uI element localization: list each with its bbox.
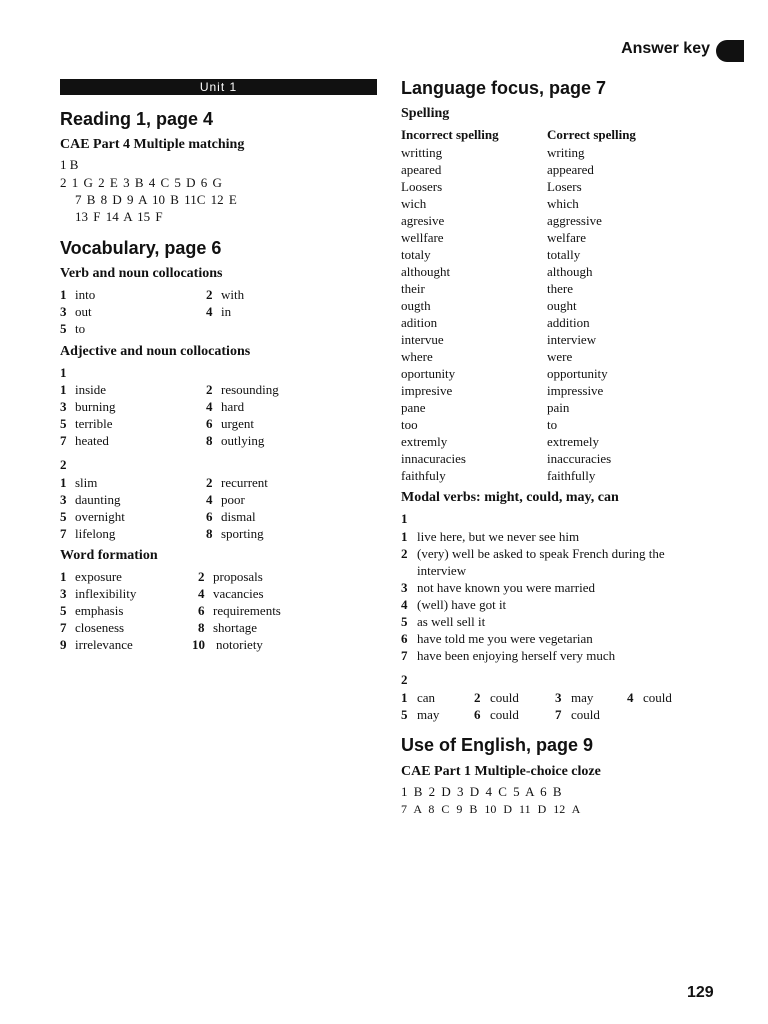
spelling-incorrect: wich [401,196,427,211]
spelling-correct: were [547,349,573,364]
header-tab-marker [716,40,744,62]
adjective-noun-item-number: 8 [206,433,213,448]
use-of-english-subtitle: CAE Part 1 Multiple-choice cloze [401,764,601,779]
spelling-incorrect: writting [401,145,443,160]
spelling-correct: there [547,281,573,296]
spelling-correct: faithfully [547,468,596,483]
modal-item-number: 2 [401,546,408,561]
word-formation-item-answer: irrelevance [75,637,133,652]
modal-choice-answer: may [571,690,594,705]
word-formation-item-number: 1 [60,569,67,584]
header-title: Answer key [621,40,710,57]
spelling-correct: impressive [547,383,604,398]
verb-noun-item [206,303,231,320]
word-formation-item [60,585,136,602]
reading-line-4: 13 F 14 A 15 F [75,209,163,224]
adjective-noun-part-2: 2 [60,457,67,472]
adjective-noun-item-answer: hard [221,399,245,414]
word-formation-item-number: 2 [198,569,205,584]
word-formation-item-answer: shortage [213,620,258,635]
adjective-noun-item-number: 3 [60,399,67,414]
spelling-incorrect: agresive [401,213,445,228]
modal-choice-number: 3 [555,690,562,705]
modal-part-1: 1 [401,511,408,526]
modal-item [401,545,665,562]
word-formation-item-number: 6 [198,603,205,618]
word-formation-item-answer: proposals [213,569,263,584]
reading-line-2: 2 1 G 2 E 3 B 4 C 5 D 6 G [60,175,222,190]
spelling-incorrect: innacuracies [401,451,466,466]
word-formation-item-number: 5 [60,603,67,618]
modal-part-2: 2 [401,672,408,687]
spelling-incorrect: Loosers [401,179,443,194]
adjective-noun-item-answer: burning [75,399,116,414]
spelling-correct: to [547,417,558,432]
verb-noun-item-answer: to [75,321,86,336]
modal-choice [627,689,672,706]
word-formation-item-number: 10 [192,637,205,652]
modal-choice-number: 4 [627,690,634,705]
adjective-noun-item-number: 3 [60,492,67,507]
col-incorrect: Incorrect spelling [401,127,499,142]
spelling-incorrect: althought [401,264,451,279]
modal-choice [555,689,593,706]
word-formation-title: Word formation [60,548,158,563]
spelling-incorrect: adition [401,315,438,330]
spelling-correct: welfare [547,230,586,245]
word-formation-item [60,602,123,619]
modal-item-number: 5 [401,614,408,629]
modal-item-answer: have told me you were vegetarian [417,631,593,646]
modal-choice-answer: could [490,707,519,722]
spelling-correct: totally [547,247,581,262]
word-formation-item [60,636,133,653]
spelling-incorrect: extremly [401,434,448,449]
adjective-noun-item-number: 6 [206,509,213,524]
verb-noun-title: Verb and noun collocations [60,266,223,281]
word-formation-item [198,602,281,619]
verb-noun-item-number: 4 [206,304,213,319]
modal-item-answer: (very) well be asked to speak French during the [417,546,665,561]
modal-choice-number: 2 [474,690,481,705]
adjective-noun-item [60,381,106,398]
modal-item-answer: interview [417,563,467,578]
spelling-incorrect: too [401,417,418,432]
modal-choice-answer: could [643,690,672,705]
verb-noun-item-answer: with [221,287,245,302]
verb-noun-item-answer: out [75,304,92,319]
verb-noun-item-number: 2 [206,287,213,302]
spelling-incorrect: oportunity [401,366,456,381]
modal-item-answer: not have known you were married [417,580,595,595]
word-formation-item [198,619,257,636]
modal-item [401,647,615,664]
modal-item-number: 1 [401,529,408,544]
modal-choice-number: 7 [555,707,562,722]
word-formation-item [192,636,263,653]
adjective-noun-item-answer: poor [221,492,245,507]
verb-noun-item-number: 1 [60,287,67,302]
modal-verbs-title-text: Modal verbs: might, could, may, can [401,490,619,505]
modal-choice-answer: can [417,690,436,705]
spelling-correct: pain [547,400,570,415]
modal-item [401,562,466,579]
modal-choice [474,706,519,723]
adjective-noun-item-answer: overnight [75,509,125,524]
adjective-noun-item [60,474,97,491]
adjective-noun-item [60,398,115,415]
modal-item-answer: as well sell it [417,614,486,629]
modal-choice-number: 6 [474,707,481,722]
modal-item-number: 7 [401,648,408,663]
adjective-noun-item [206,432,264,449]
adjective-noun-item [206,398,244,415]
modal-choice-answer: could [571,707,600,722]
spelling-incorrect: pane [401,400,426,415]
adjective-noun-item-answer: dismal [221,509,256,524]
spelling-incorrect: intervue [401,332,444,347]
spelling-correct: writing [547,145,585,160]
vocabulary-title: Vocabulary, page 6 [60,238,222,258]
spelling-incorrect: ougth [401,298,431,313]
word-formation-item-number: 8 [198,620,205,635]
use-of-english-title: Use of English, page 9 [401,735,594,755]
adjective-noun-item [60,508,125,525]
modal-choice [401,689,435,706]
spelling-incorrect: their [401,281,425,296]
adjective-noun-item-number: 2 [206,475,213,490]
spelling-incorrect: where [401,349,433,364]
word-formation-item [198,568,263,585]
modal-item-answer: have been enjoying herself very much [417,648,616,663]
adjective-noun-title: Adjective and noun collocations [60,344,251,359]
word-formation-item-number: 9 [60,637,67,652]
adjective-noun-item-number: 4 [206,492,213,507]
spelling-correct: ought [547,298,577,313]
adjective-noun-item-answer: daunting [75,492,121,507]
modal-choice [555,706,600,723]
adjective-noun-item-answer: sporting [221,526,264,541]
adjective-noun-item-number: 4 [206,399,213,414]
adjective-noun-item-answer: recurrent [221,475,268,490]
adjective-noun-item [206,525,264,542]
spelling-correct: aggressive [547,213,602,228]
adjective-noun-item [206,474,268,491]
word-formation-item-number: 4 [198,586,205,601]
reading-line-1: 1 B [60,157,79,172]
modal-choice-answer: could [490,690,519,705]
spelling-correct: appeared [547,162,594,177]
adjective-noun-item-number: 7 [60,433,67,448]
verb-noun-item [60,320,85,337]
modal-item [401,528,579,545]
adjective-noun-item-answer: inside [75,382,107,397]
adjective-noun-item-number: 1 [60,475,67,490]
spelling-incorrect: wellfare [401,230,444,245]
spelling-correct: Losers [547,179,582,194]
modal-item-answer: live here, but we never see him [417,529,580,544]
verb-noun-item-answer: into [75,287,96,302]
word-formation-item [198,585,264,602]
adjective-noun-item-number: 8 [206,526,213,541]
spelling-correct: interview [547,332,597,347]
adjective-noun-item [206,491,245,508]
adjective-noun-item-answer: heated [75,433,109,448]
word-formation-item-number: 3 [60,586,67,601]
adjective-noun-item [60,415,113,432]
unit-bar: Unit 1 [60,79,377,95]
word-formation-item-answer: requirements [213,603,281,618]
verb-noun-item-number: 3 [60,304,67,319]
reading-subtitle: CAE Part 4 Multiple matching [60,137,245,152]
verb-noun-item-number: 5 [60,321,67,336]
verb-noun-item-answer: in [221,304,232,319]
use-of-english-line-1: 1 B 2 D 3 D 4 C 5 A 6 B [401,784,562,799]
adjective-noun-item [206,415,254,432]
modal-choice-number: 1 [401,690,408,705]
adjective-noun-item-number: 5 [60,509,67,524]
modal-item-number: 4 [401,597,408,612]
spelling-correct: although [547,264,593,279]
adjective-noun-item [60,525,115,542]
adjective-noun-item-number: 5 [60,416,67,431]
adjective-noun-item-number: 6 [206,416,213,431]
spelling-correct: inaccuracies [547,451,612,466]
adjective-noun-item-number: 7 [60,526,67,541]
spelling-title: Spelling [401,106,450,121]
word-formation-item-answer: emphasis [75,603,124,618]
verb-noun-item [206,286,244,303]
adjective-noun-item-answer: resounding [221,382,279,397]
page-number: 129 [687,984,714,1001]
adjective-noun-item [206,508,256,525]
spelling-incorrect: apeared [401,162,442,177]
adjective-noun-item [60,432,109,449]
spelling-incorrect: impresive [401,383,453,398]
spelling-incorrect: faithfuly [401,468,446,483]
adjective-noun-item [60,491,121,508]
adjective-noun-item-answer: terrible [75,416,113,431]
word-formation-item-answer: notoriety [216,637,263,652]
adjective-noun-item-number: 2 [206,382,213,397]
adjective-noun-item-answer: outlying [221,433,265,448]
modal-item-number: 3 [401,580,408,595]
spelling-correct: which [547,196,579,211]
adjective-noun-item [206,381,279,398]
spelling-correct: opportunity [547,366,608,381]
modal-verbs-title [401,490,619,506]
adjective-noun-item-answer: lifelong [75,526,116,541]
col-correct: Correct spelling [547,127,636,142]
modal-item [401,579,595,596]
word-formation-item-answer: exposure [75,569,122,584]
language-focus-title: Language focus, page 7 [401,78,607,98]
adjective-noun-item-answer: urgent [221,416,254,431]
modal-choice-number: 5 [401,707,408,722]
modal-choice [474,689,519,706]
word-formation-item-answer: vacancies [213,586,264,601]
spelling-correct: extremely [547,434,599,449]
adjective-noun-part-1: 1 [60,365,67,380]
spelling-incorrect: totaly [401,247,431,262]
spelling-correct: addition [547,315,590,330]
modal-item [401,596,506,613]
use-of-english-line-2: 7 A 8 C 9 B 10 D 11 D 12 A [401,802,581,816]
reading-title: Reading 1, page 4 [60,109,214,129]
word-formation-item-answer: inflexibility [75,586,137,601]
reading-line-3: 7 B 8 D 9 A 10 B 11C 12 E [75,192,237,207]
modal-item [401,613,485,630]
adjective-noun-item-number: 1 [60,382,67,397]
verb-noun-item [60,286,95,303]
modal-item-answer: (well) have got it [417,597,507,612]
word-formation-item-number: 7 [60,620,67,635]
adjective-noun-item-answer: slim [75,475,98,490]
modal-choice-answer: may [417,707,440,722]
modal-choice [401,706,439,723]
word-formation-item-answer: closeness [75,620,125,635]
modal-item [401,630,593,647]
word-formation-item [60,619,124,636]
word-formation-item [60,568,122,585]
verb-noun-item [60,303,92,320]
modal-item-number: 6 [401,631,408,646]
